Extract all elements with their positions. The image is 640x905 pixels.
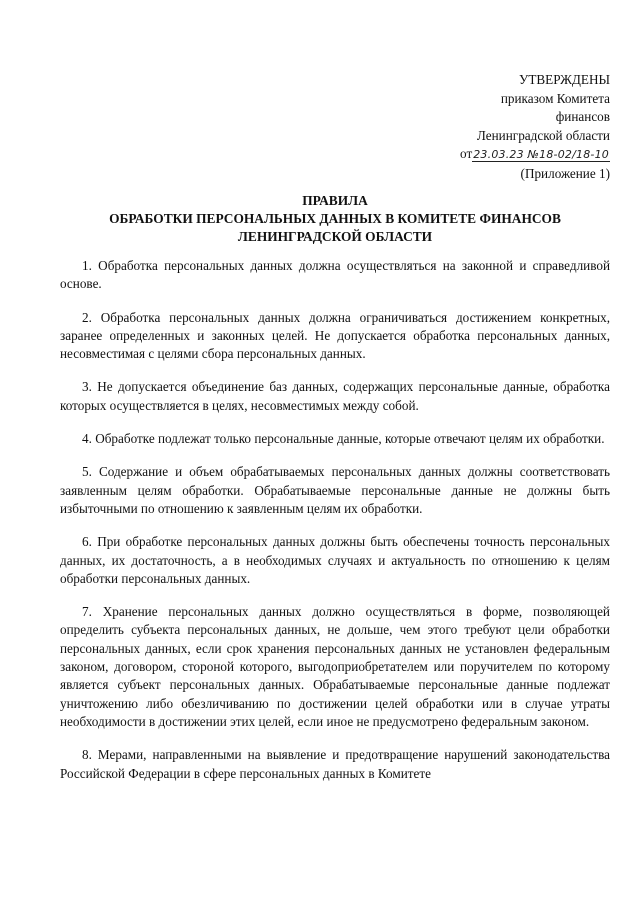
- paragraph-1: 1. Обработка персональных данных должна осуществляться на законной и справедливой основе.: [60, 258, 610, 292]
- approval-date-prefix: от: [460, 146, 473, 162]
- document-body: [60, 257, 610, 798]
- approval-heading: УТВЕРЖДЕНЫ: [518, 72, 610, 87]
- approval-order-line: приказом Комитета: [500, 90, 610, 106]
- paragraph-2: 2. Обработка персональных данных должна ограничиваться достижением конкретных, заранее определенных и законных целей. Не допускается обработка персональных данных, несовместимая с целями сбора персональных данных.: [60, 309, 610, 362]
- paragraph-5: 5. Содержание и объем обрабатываемых персональных данных должны соответствовать заявленным целям обработки. Обрабатываемые персональные данные не должны быть избыточными по отношению к заявленным целям их обработки.: [60, 464, 610, 516]
- approval-date-handwritten: 23.03.23 №18-02/18-10: [473, 148, 609, 162]
- document-title: [60, 192, 610, 246]
- title-line-1: ПРАВИЛА: [302, 193, 368, 208]
- paragraph-4: 4. Обработке подлежат только персональные данные, которые отвечают целям их обработки.: [82, 431, 605, 447]
- approval-date-line: [410, 145, 610, 165]
- title-line-3: ЛЕНИНГРАДСКОЙ ОБЛАСТИ: [237, 229, 433, 244]
- paragraph-8: 8. Мерами, направленными на выявление и предотвращение нарушений законодательства Российской Федерации в сфере персональных данных в Комитете: [60, 747, 610, 781]
- approval-block: [410, 71, 610, 184]
- paragraph-6: 6. При обработке персональных данных должны быть обеспечены точность персональных данных, их достаточность, а в необходимых случаях и актуальность по отношению к целям обработки персональных данных.: [60, 534, 610, 586]
- approval-appendix: (Приложение 1): [520, 165, 610, 181]
- approval-committee-line: финансов: [555, 109, 610, 125]
- title-line-2: ОБРАБОТКИ ПЕРСОНАЛЬНЫХ ДАННЫХ В КОМИТЕТЕ ФИНАНСОВ: [109, 211, 561, 226]
- approval-region-line: Ленинградской области: [476, 127, 610, 143]
- paragraph-7: 7. Хранение персональных данных должно осуществляться в форме, позволяющей определить субъекта персональных данных, не дольше, чем этого требуют цели обработки персональных данных, если срок хранения персональных данных не установлен федеральным законом, договором, стороной которого, выгодоприобретателем или поручителем по которому является субъект персональных данных. Обрабатываемые персональные данные подлежат уничтожению либо обезличиванию по достижении целей обработки или в случае утраты необходимости в достижении этих целей, если иное не предусмотрено федеральным законом.: [60, 604, 610, 729]
- paragraph-3: 3. Не допускается объединение баз данных, содержащих персональные данные, обработка которых осуществляется в целях, несовместимых между собой.: [60, 379, 610, 413]
